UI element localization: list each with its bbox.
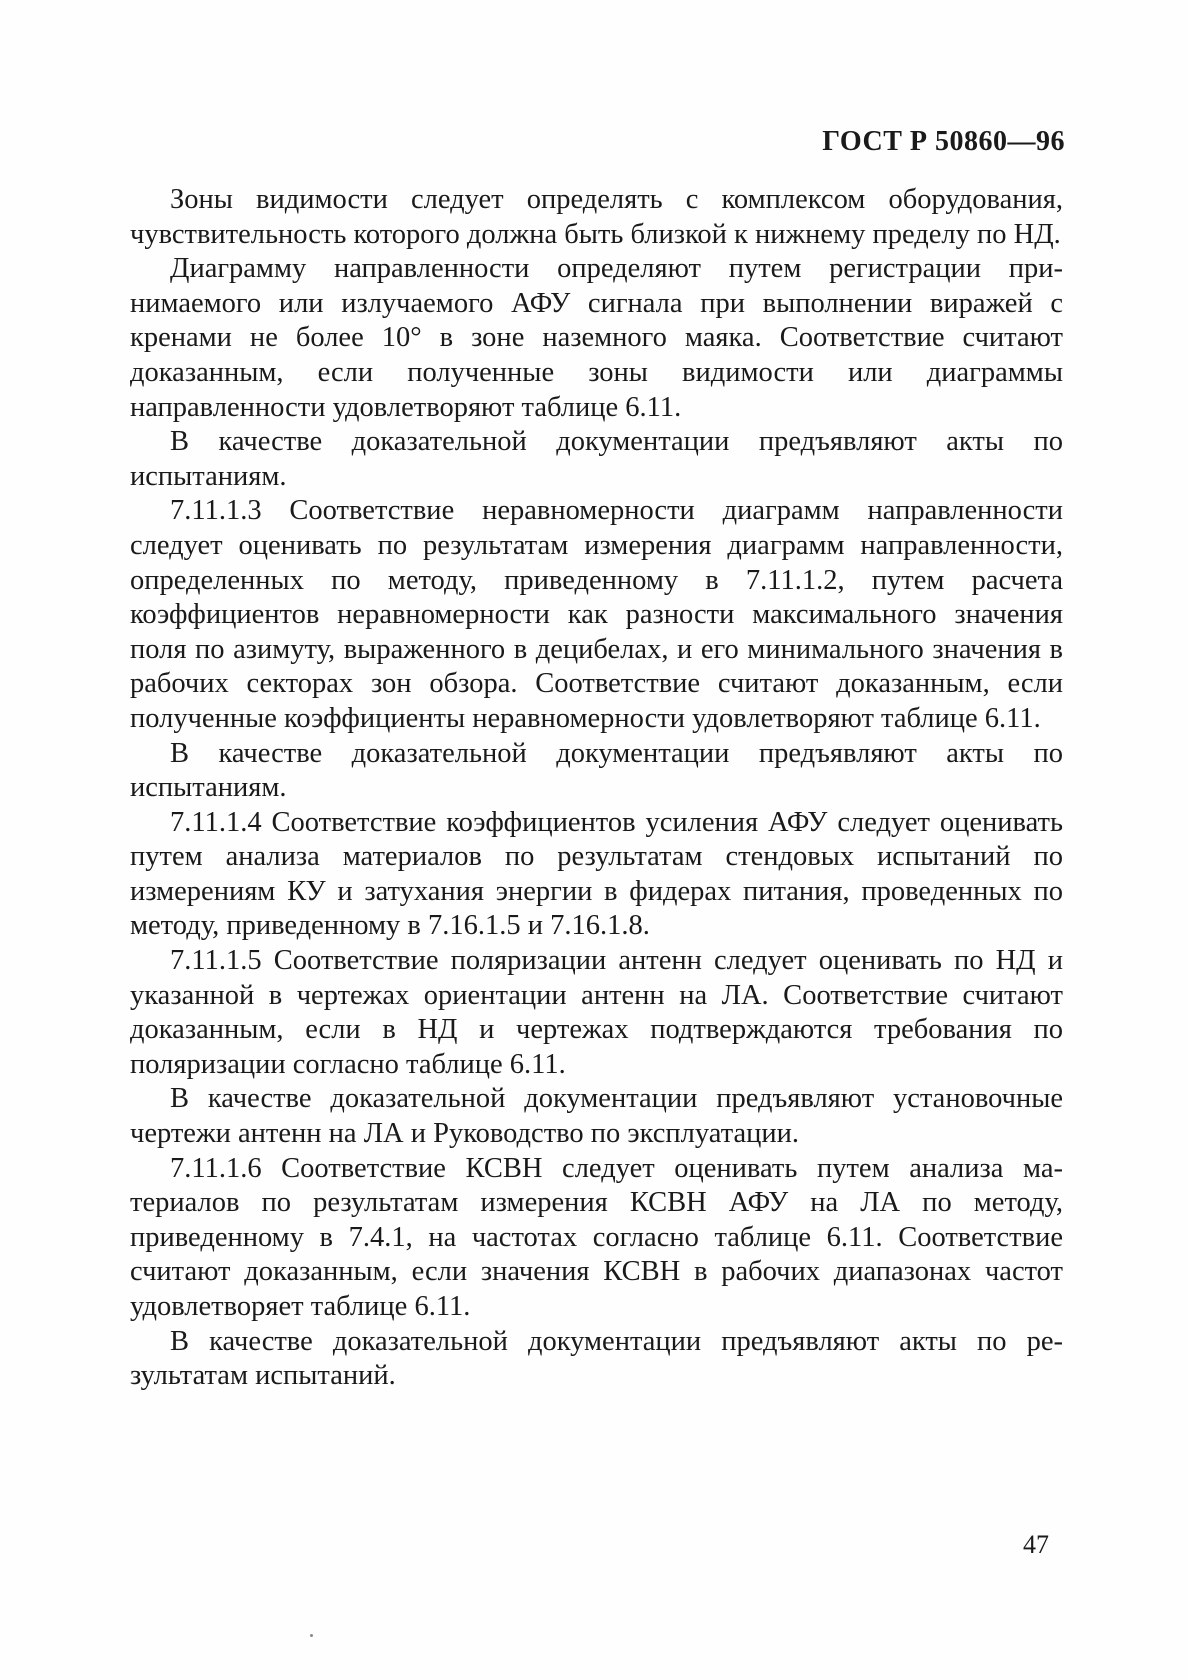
- paragraph: Диаграмму направленности определяют путем регистрации принимаемого или излучаемого АФУ сигнала при выполнении виражей с кренами не более 10° в зоне наземного маяка. Соответствие считают доказанным, если полученные зоны видимости или диаграммы направленности удовлетворяют таблице 6.11.: [130, 253, 1063, 423]
- paragraph: 7.11.1.3 Соответствие неравномерности диаграмм направленности следует оценивать по результатам измерения диаграмм направленности, определенных по методу, приведенному в 7.11.1.2, путем расчета коэффициентов неравномерности как разности максимального значения поля по азимуту, выраженного в децибелах, и его минимального значения в рабочих секторах зон обзора. Соответствие считают доказанным, если полученные коэффициенты неравномерности удовлетворяют таблице 6.11.: [130, 495, 1063, 734]
- page-number: 47: [1023, 1530, 1049, 1559]
- paragraph: Зоны видимости следует определять с комплексом оборудования, чувствительность которого должна быть близкой к нижнему пределу по НД.: [130, 184, 1063, 250]
- paragraph: 7.11.1.5 Соответствие поляризации антенн следует оценивать по НД и указанной в чертежах ориентации антенн на ЛА. Соответствие считают доказанным, если в НД и чертежах подтверждаются требования по поляризации согласно таблице 6.11.: [130, 945, 1063, 1080]
- standard-header: ГОСТ Р 50860—96: [822, 126, 1065, 157]
- paragraph: В качестве доказательной документации предъявляют акты по испытаниям.: [130, 426, 1063, 492]
- paragraph: 7.11.1.6 Соответствие КСВН следует оценивать путем анализа материалов по результатам измерения КСВН АФУ на ЛА по методу, приведенному в 7.4.1, на частотах согласно таблице 6.11. Соответствие считают доказанным, если значения КСВН в рабочих диапазонах частот удовлетворяет таблице 6.11.: [130, 1152, 1063, 1322]
- paragraph: 7.11.1.4 Соответствие коэффициентов усиления АФУ следует оценивать путем анализа материалов по результатам стендовых испытаний по измерениям КУ и затухания энергии в фидерах питания, проведенных по методу, приведенному в 7.16.1.5 и 7.16.1.8.: [130, 806, 1063, 942]
- paragraph: В качестве доказательной документации предъявляют акты по испытаниям.: [130, 737, 1063, 804]
- scan-speck: [310, 1634, 313, 1637]
- paragraph: В качестве доказательной документации предъявляют установочные чертежи антенн на ЛА и Руководство по эксплуатации.: [130, 1083, 1063, 1150]
- body-text: [130, 183, 1063, 1394]
- paragraph: В качестве доказательной документации предъявляют акты по результатам испытаний.: [130, 1325, 1063, 1392]
